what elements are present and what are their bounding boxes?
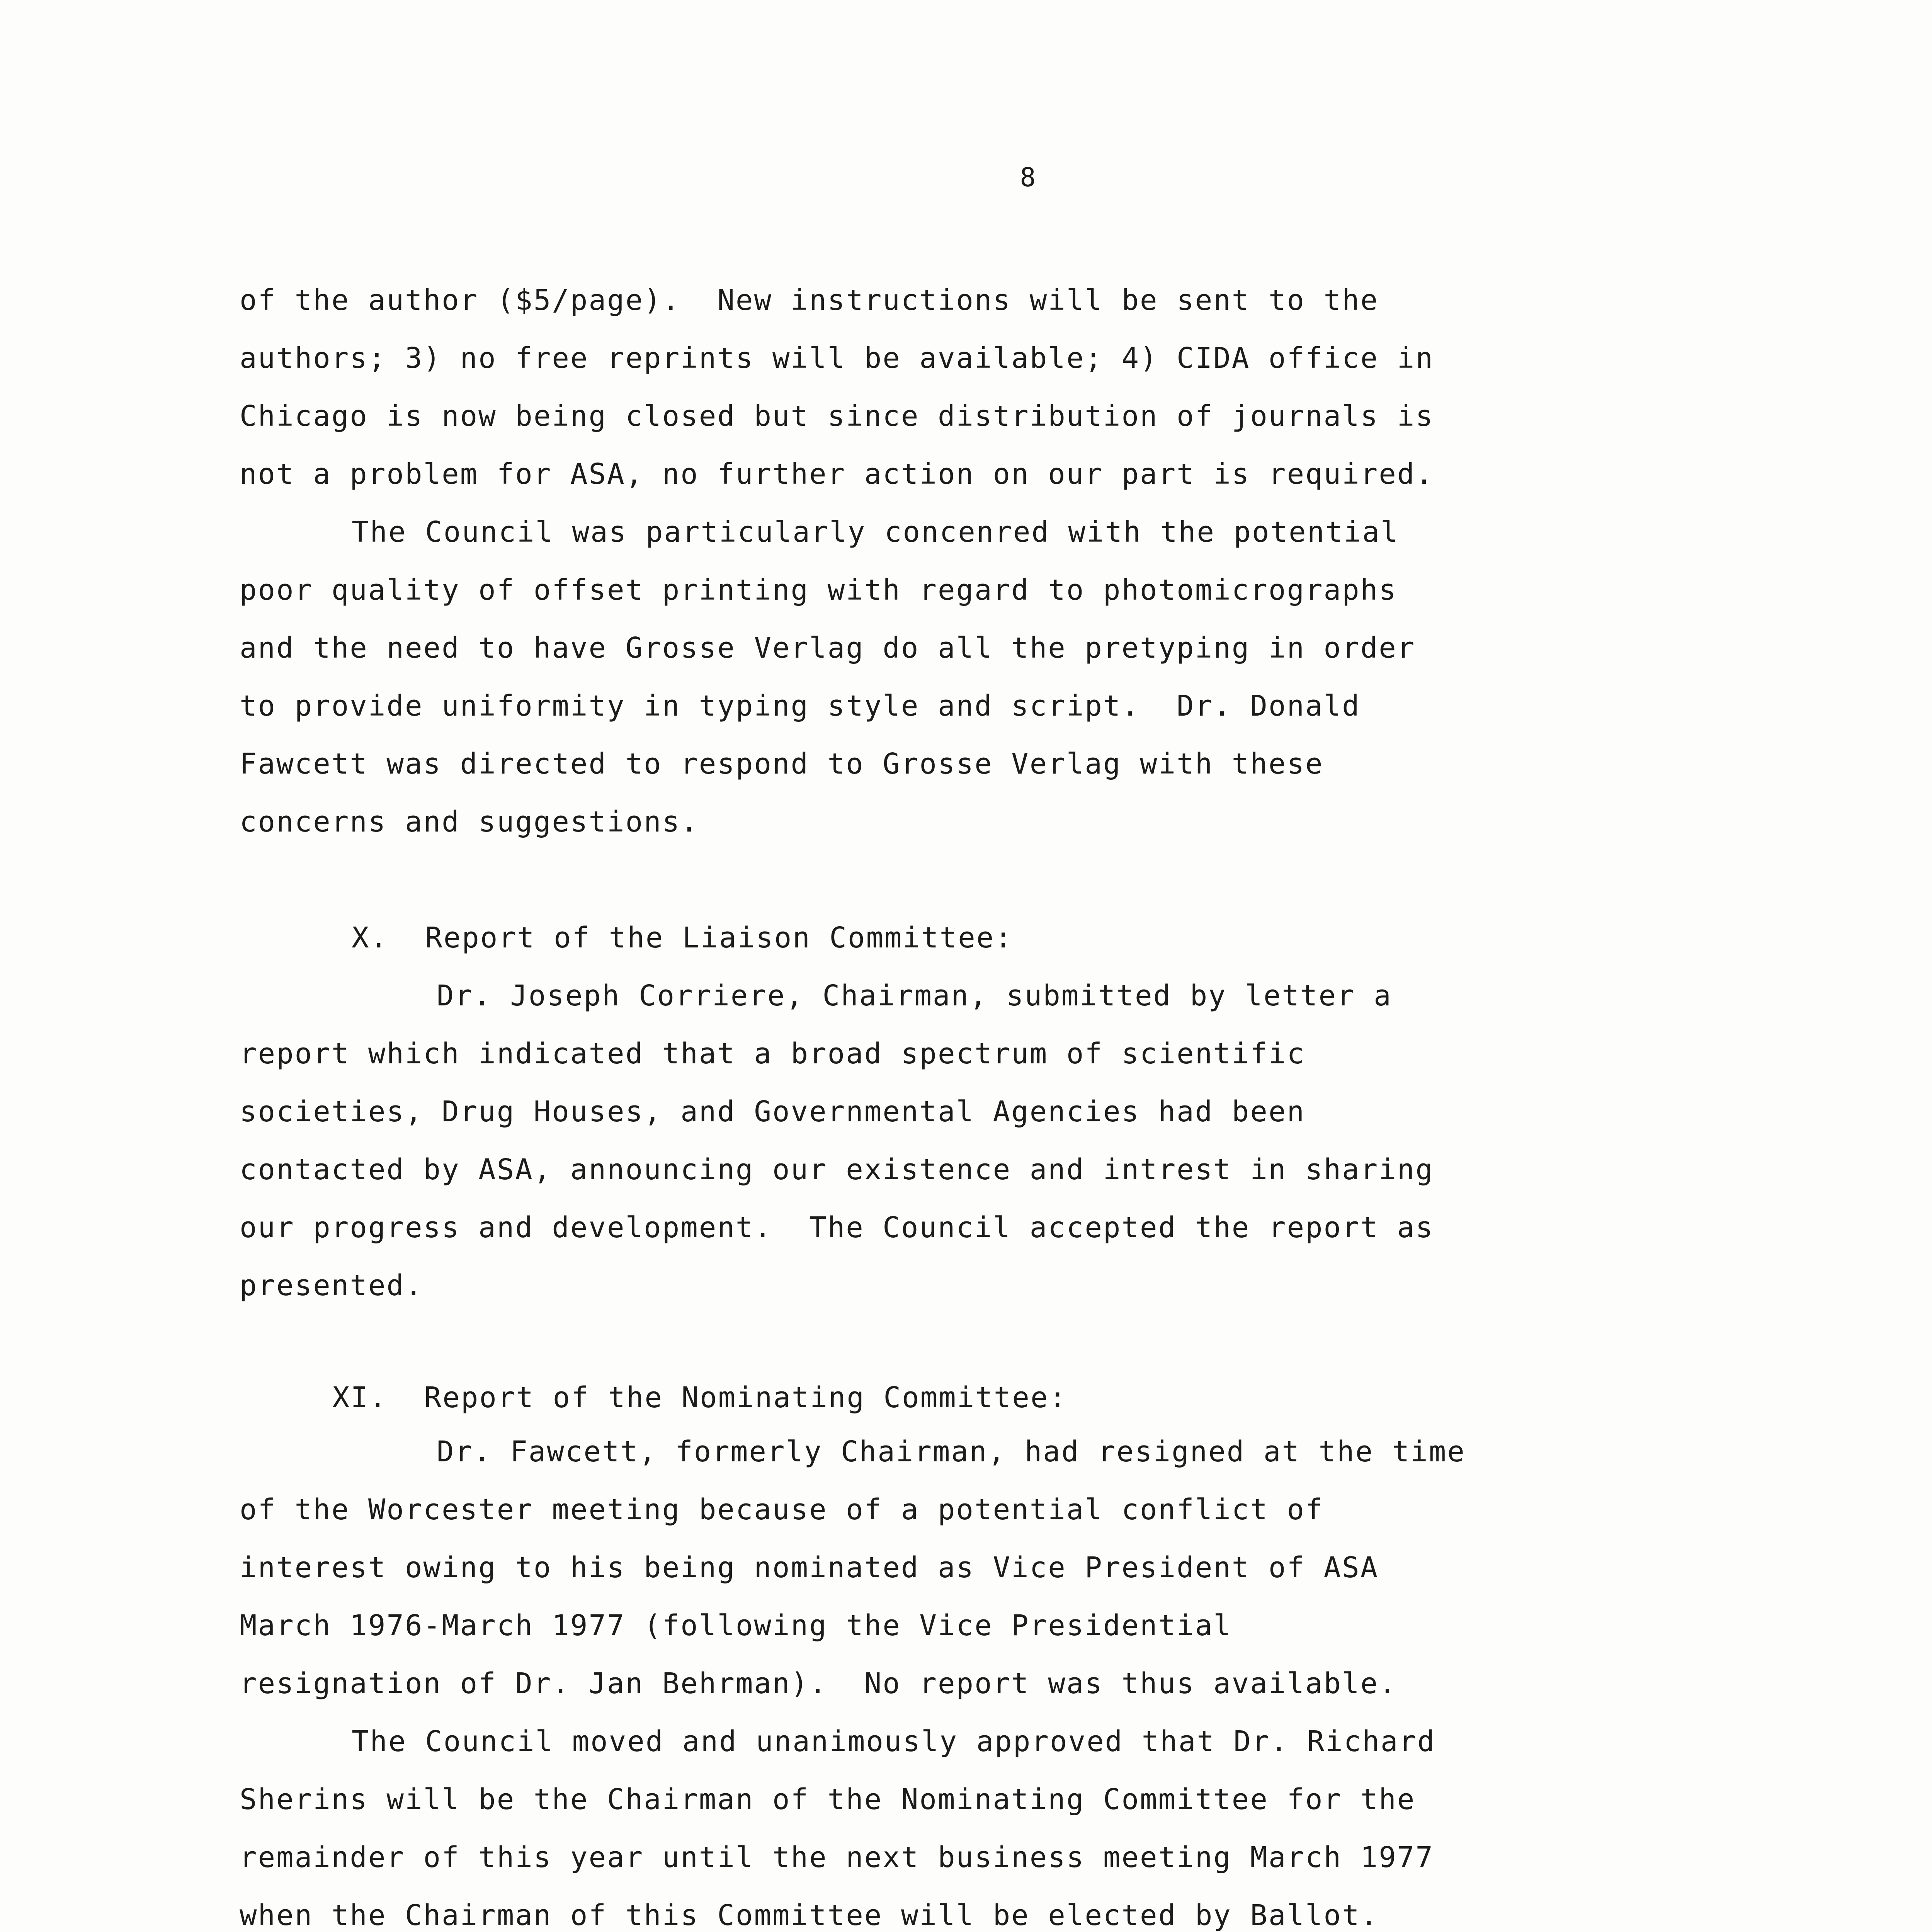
page-number: 8 (1020, 162, 1036, 193)
text-line: when the Chairman of this Committee will be elected by Ballot. (240, 1899, 1379, 1932)
text-line: our progress and development. The Council accepted the report as (240, 1211, 1434, 1244)
text-line: Dr. Joseph Corriere, Chairman, submitted by letter a (437, 979, 1392, 1012)
text-line: of the Worcester meeting because of a potential conflict of (240, 1493, 1324, 1526)
text-line: not a problem for ASA, no further action on our part is required. (240, 457, 1434, 491)
text-line: Dr. Fawcett, formerly Chairman, had resigned at the time (437, 1435, 1466, 1468)
text-line: remainder of this year until the next business meeting March 1977 (240, 1841, 1434, 1874)
text-line: The Council was particularly concenred with the potential (352, 515, 1399, 549)
text-line: concerns and suggestions. (240, 805, 699, 838)
text-line: authors; 3) no free reprints will be available; 4) CIDA office in (240, 342, 1434, 375)
text-line: resignation of Dr. Jan Behrman). No report was thus available. (240, 1667, 1397, 1700)
section-heading: X. Report of the Liaison Committee: (352, 921, 1013, 954)
text-line: interest owing to his being nominated as Vice President of ASA (240, 1551, 1379, 1584)
text-line: March 1976-March 1977 (following the Vice Presidential (240, 1609, 1232, 1642)
section-heading: XI. Report of the Nominating Committee: (332, 1381, 1068, 1414)
text-line: Sherins will be the Chairman of the Nominating Committee for the (240, 1783, 1416, 1816)
text-line: to provide uniformity in typing style and script. Dr. Donald (240, 689, 1361, 723)
text-line: Chicago is now being closed but since distribution of journals is (240, 400, 1434, 433)
text-line: poor quality of offset printing with regard to photomicrographs (240, 573, 1397, 607)
text-line: presented. (240, 1269, 423, 1302)
text-line: report which indicated that a broad spectrum of scientific (240, 1037, 1306, 1070)
text-line: societies, Drug Houses, and Governmental Agencies had been (240, 1095, 1306, 1128)
text-line: The Council moved and unanimously approved that Dr. Richard (352, 1725, 1436, 1758)
text-line: and the need to have Grosse Verlag do all the pretyping in order (240, 631, 1416, 665)
text-line: Fawcett was directed to respond to Grosse Verlag with these (240, 747, 1324, 781)
text-line: contacted by ASA, announcing our existence and intrest in sharing (240, 1153, 1434, 1186)
text-line: of the author ($5/page). New instructions will be sent to the (240, 284, 1379, 317)
